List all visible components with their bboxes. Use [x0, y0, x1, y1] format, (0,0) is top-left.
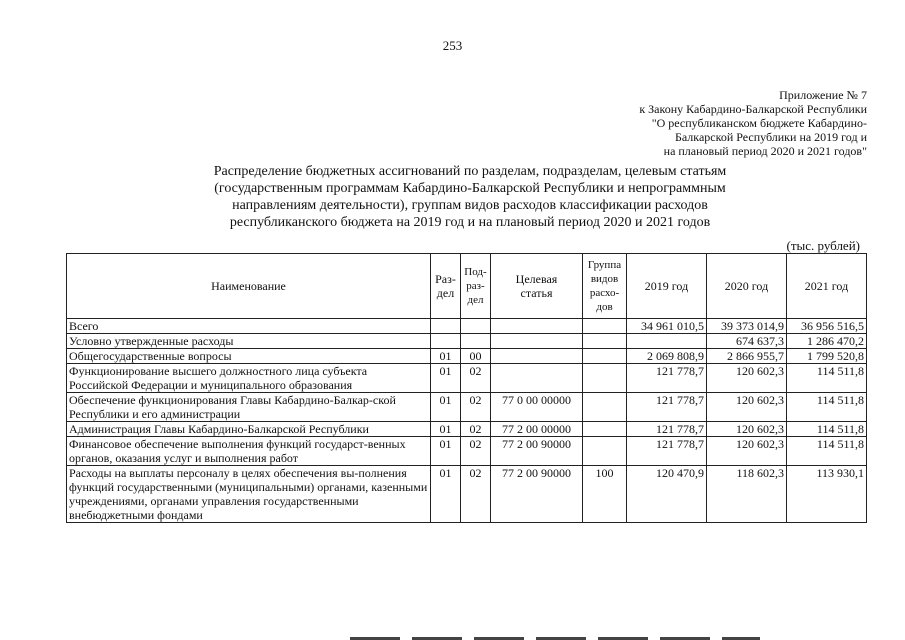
row-section: 01 — [431, 437, 461, 466]
row-name: Общегосударственные вопросы — [67, 349, 431, 364]
row-name: Расходы на выплаты персоналу в целях обеспечения вы-полнения функций государственными (муниципальными) органами, казенными учреждениями, органами управления государственными внебюджетными фондами — [67, 466, 431, 523]
header-2021: 2021 год — [787, 254, 867, 319]
appendix-line: Балкарской Республики на 2019 год и — [674, 130, 867, 144]
row-2019: 34 961 010,5 — [627, 319, 707, 334]
appendix-line: на плановый период 2020 и 2021 годов" — [663, 144, 867, 158]
row-2021: 114 511,8 — [787, 393, 867, 422]
row-target — [491, 334, 583, 349]
header-2019: 2019 год — [627, 254, 707, 319]
row-subsection: 02 — [461, 466, 491, 523]
title-line: республиканского бюджета на 2019 год и на плановый период 2020 и 2021 годов — [229, 215, 711, 230]
units-label: (тыс. рублей) — [786, 238, 860, 253]
title-line: Распределение бюджетных ассигнований по разделам, подразделам, целевым статьям — [213, 164, 727, 179]
row-2019: 121 778,7 — [627, 393, 707, 422]
row-section: 01 — [431, 393, 461, 422]
row-name: Условно утвержденные расходы — [67, 334, 431, 349]
budget-table — [66, 253, 867, 523]
row-target — [491, 349, 583, 364]
row-group — [583, 364, 627, 393]
row-subsection: 02 — [461, 393, 491, 422]
header-target-article: Целевая статья — [491, 254, 583, 319]
appendix-note — [567, 88, 867, 158]
header-expense-group: Группа видов расхо- дов — [583, 254, 627, 319]
table-row — [67, 319, 867, 334]
row-name: Всего — [67, 319, 431, 334]
row-target: 77 2 00 90000 — [491, 437, 583, 466]
table-row — [67, 349, 867, 364]
table-row — [67, 437, 867, 466]
appendix-line: "О республиканском бюджете Кабардино- — [651, 116, 867, 130]
row-2020: 120 602,3 — [707, 437, 787, 466]
row-section: 01 — [431, 466, 461, 523]
row-2020: 674 637,3 — [707, 334, 787, 349]
row-2020: 39 373 014,9 — [707, 319, 787, 334]
row-target: 77 2 00 90000 — [491, 466, 583, 523]
appendix-line: Приложение № 7 — [779, 88, 867, 102]
row-subsection: 02 — [461, 364, 491, 393]
row-2021: 114 511,8 — [787, 422, 867, 437]
row-2021: 1 799 520,8 — [787, 349, 867, 364]
row-group — [583, 393, 627, 422]
row-2019: 121 778,7 — [627, 422, 707, 437]
row-section — [431, 319, 461, 334]
row-name: Функционирование высшего должностного лица субъекта Российской Федерации и муниципального образования — [67, 364, 431, 393]
header-2020: 2020 год — [707, 254, 787, 319]
row-subsection: 00 — [461, 349, 491, 364]
row-2021: 114 511,8 — [787, 364, 867, 393]
header-name: Наименование — [67, 254, 431, 319]
row-2021: 36 956 516,5 — [787, 319, 867, 334]
document-title — [165, 163, 775, 231]
row-target — [491, 364, 583, 393]
table-row — [67, 393, 867, 422]
row-2019: 121 778,7 — [627, 364, 707, 393]
row-2019: 2 069 808,9 — [627, 349, 707, 364]
row-2020: 120 602,3 — [707, 364, 787, 393]
row-subsection: 02 — [461, 422, 491, 437]
row-name: Администрация Главы Кабардино-Балкарской Республики — [67, 422, 431, 437]
row-2020: 120 602,3 — [707, 422, 787, 437]
row-section: 01 — [431, 349, 461, 364]
row-name: Финансовое обеспечение выполнения функций государст-венных органов, оказания услуг и выполнения работ — [67, 437, 431, 466]
title-line: (государственным программам Кабардино-Балкарской Республики и непрограммным — [214, 181, 726, 196]
table-row — [67, 466, 867, 523]
row-2019: 120 470,9 — [627, 466, 707, 523]
row-group — [583, 319, 627, 334]
row-group — [583, 437, 627, 466]
row-name: Обеспечение функционирования Главы Кабардино-Балкар-ской Республики и его администрации — [67, 393, 431, 422]
row-2021: 113 930,1 — [787, 466, 867, 523]
appendix-line: к Закону Кабардино-Балкарской Республики — [639, 102, 867, 116]
header-section: Раз- дел — [431, 254, 461, 319]
row-2021: 114 511,8 — [787, 437, 867, 466]
page-number: 253 — [442, 38, 463, 53]
row-group — [583, 334, 627, 349]
title-line: направлениям деятельности), группам видов расходов классификации расходов — [232, 198, 708, 213]
row-target: 77 2 00 00000 — [491, 422, 583, 437]
row-target: 77 0 00 00000 — [491, 393, 583, 422]
table-header-row — [67, 254, 867, 319]
row-subsection — [461, 319, 491, 334]
row-group — [583, 422, 627, 437]
row-section: 01 — [431, 422, 461, 437]
row-section — [431, 334, 461, 349]
row-section: 01 — [431, 364, 461, 393]
row-2021: 1 286 470,2 — [787, 334, 867, 349]
row-2019 — [627, 334, 707, 349]
row-2020: 2 866 955,7 — [707, 349, 787, 364]
row-group: 100 — [583, 466, 627, 523]
row-2020: 120 602,3 — [707, 393, 787, 422]
header-subsection: Под- раз- дел — [461, 254, 491, 319]
row-subsection — [461, 334, 491, 349]
row-subsection: 02 — [461, 437, 491, 466]
row-group — [583, 349, 627, 364]
row-2019: 121 778,7 — [627, 437, 707, 466]
table-row — [67, 364, 867, 393]
row-2020: 118 602,3 — [707, 466, 787, 523]
row-target — [491, 319, 583, 334]
table-row — [67, 422, 867, 437]
table-row — [67, 334, 867, 349]
